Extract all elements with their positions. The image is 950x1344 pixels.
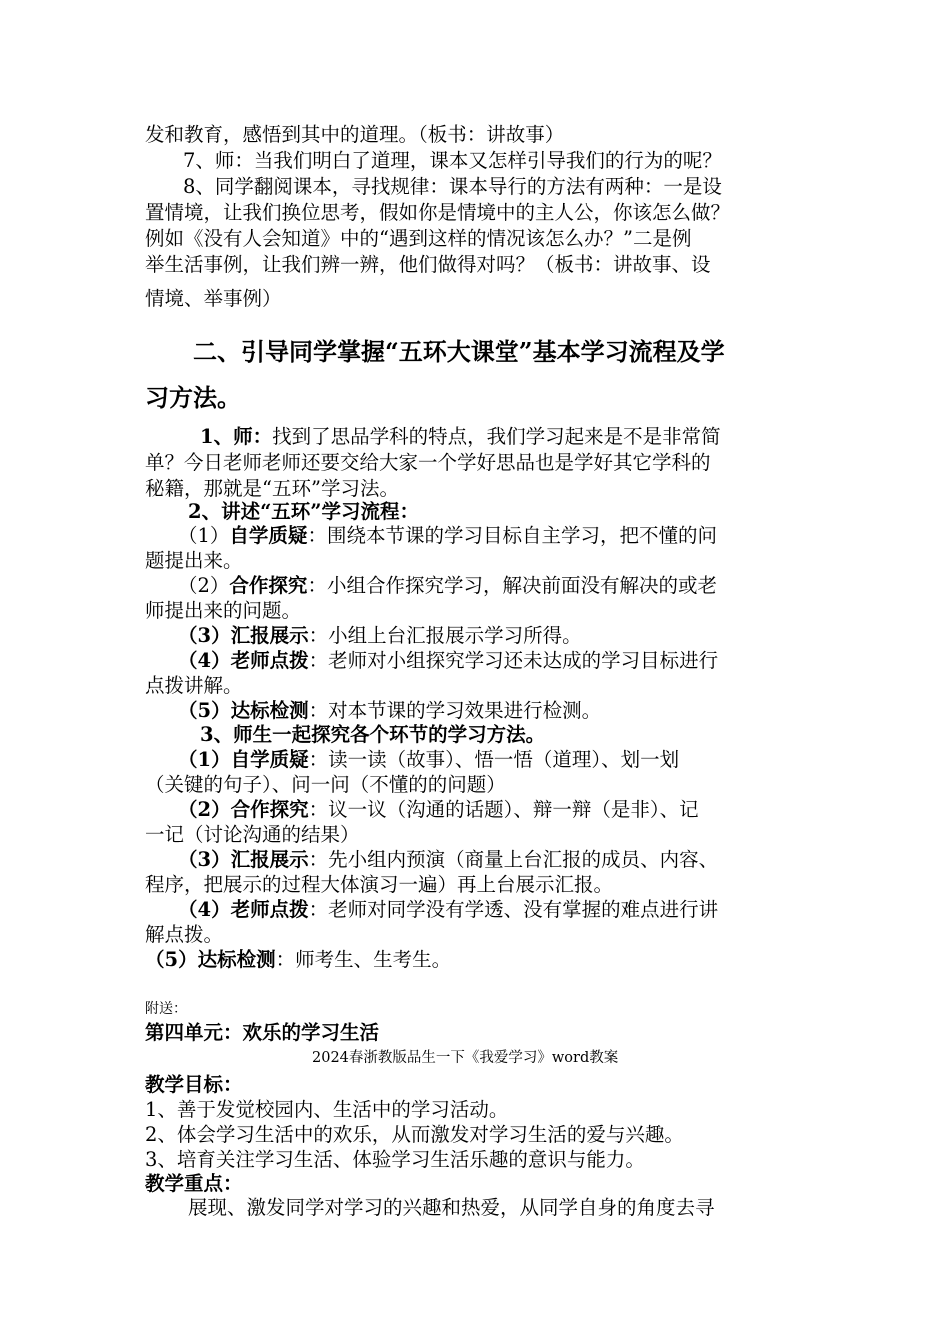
- method-item: [178, 897, 718, 923]
- item-text: 先小组内预演（商量上台汇报的成员、内容、: [328, 848, 719, 871]
- item-term: 达标检测: [197, 948, 276, 971]
- method-item-cont: 程序，把展示的过程大体演习一遍）再上台展示汇报。: [145, 873, 614, 896]
- item-text: 小组合作探究学习，解决前面没有解决的或老: [326, 574, 717, 597]
- focus-heading: 教学重点：: [145, 1172, 243, 1195]
- item-number: （4）: [178, 898, 231, 921]
- item-colon: ：: [275, 948, 296, 971]
- item-colon: ：: [308, 748, 329, 771]
- section-heading: 二、引导同学掌握“五环大课堂”基本学习流程及学: [193, 337, 725, 366]
- item-text: 老师对同学没有学透、没有掌握的难点进行讲: [328, 898, 719, 921]
- flow-item-cont: 点拨讲解。: [145, 674, 243, 697]
- goals-heading: 教学目标：: [145, 1073, 243, 1096]
- item-number: （2）: [178, 798, 231, 821]
- item-colon: ：: [308, 848, 329, 871]
- flow-item: [178, 698, 601, 724]
- goal-item: 3、培育关注学习生活、体验学习生活乐趣的意识与能力。: [145, 1148, 645, 1171]
- item-text: 对本节课的学习效果进行检测。: [328, 699, 602, 722]
- item-text: 老师对小组探究学习还未达成的学习目标进行: [328, 649, 719, 672]
- focus-text: 展现、激发同学对学习的兴趣和热爱，从同学自身的角度去寻: [188, 1196, 715, 1219]
- item-text: 师考生、生考生。: [295, 948, 452, 971]
- paragraph-line: 举生活事例，让我们辨一辨，他们做得对吗？（板书：讲故事、设: [145, 253, 711, 276]
- flow-item: [178, 523, 717, 549]
- method-item-cont: 解点拨。: [145, 923, 224, 946]
- method-item: [178, 847, 718, 873]
- paragraph-line: 秘籍，那就是“五环”学习法。: [145, 477, 399, 500]
- item-term: 老师点拨: [230, 898, 309, 921]
- item-colon: ：: [308, 699, 329, 722]
- flow-item-cont: 题提出来。: [145, 549, 243, 572]
- paragraph-line: [200, 424, 721, 450]
- method-item: [145, 947, 451, 973]
- item-text: 议一议（沟通的话题）、辩一辩（是非）、记: [328, 798, 699, 821]
- item-term: 达标检测: [230, 699, 309, 722]
- paragraph-line: 情境、举事例）: [145, 287, 282, 310]
- item-number: （1）: [178, 524, 230, 547]
- method-item-cont: 一记（讨论沟通的结果）: [145, 823, 360, 846]
- item-colon: ：: [308, 798, 329, 821]
- subheading: 3、师生一起探究各个环节的学习方法。: [200, 723, 546, 746]
- item-number: （5）: [145, 948, 198, 971]
- item-text: 读一读（故事）、悟一悟（道理）、划一划: [328, 748, 680, 771]
- item-text: 小组上台汇报展示学习所得。: [328, 624, 582, 647]
- document-title: 2024春浙教版品生一下《我爱学习》word教案: [312, 1050, 619, 1066]
- item-number: （1）: [178, 748, 231, 771]
- paragraph-line: 发和教育，感悟到其中的道理。（板书：讲故事）: [145, 123, 565, 146]
- paragraph-line: 8、同学翻阅课本，寻找规律：课本导行的方法有两种：一是设: [183, 175, 722, 198]
- item-term: 合作探究: [230, 798, 309, 821]
- subheading: 2、讲述“五环”学习流程：: [188, 500, 420, 523]
- flow-item: [178, 623, 582, 649]
- item-text: 围绕本节课的学习目标自主学习，把不懂的问: [326, 524, 717, 547]
- item-colon: ：: [308, 898, 329, 921]
- item-term: 合作探究: [229, 574, 308, 597]
- item-colon: ：: [308, 649, 329, 672]
- item-term: 自学质疑: [229, 524, 308, 547]
- method-item: [178, 797, 699, 823]
- paragraph-line: 单？今日老师老师还要交给大家一个学好思品也是学好其它学科的: [145, 451, 711, 474]
- paragraph-label: 1、师：: [200, 425, 273, 448]
- flow-item: [178, 573, 717, 599]
- item-term: 老师点拨: [230, 649, 309, 672]
- item-number: （3）: [178, 624, 231, 647]
- method-item: [178, 747, 679, 773]
- flow-item: [178, 648, 718, 674]
- paragraph-line: 7、师：当我们明白了道理，课本又怎样引导我们的行为的呢？: [183, 149, 722, 172]
- item-number: （4）: [178, 649, 231, 672]
- item-term: 汇报展示: [230, 848, 309, 871]
- unit-title: 第四单元：欢乐的学习生活: [145, 1021, 380, 1044]
- item-number: （2）: [178, 574, 230, 597]
- goal-item: 2、体会学习生活中的欢乐，从而激发对学习生活的爱与兴趣。: [145, 1123, 684, 1146]
- appendix-label: 附送：: [145, 1001, 187, 1017]
- method-item-cont: （关键的句子）、问一问（不懂的的问题）: [145, 773, 506, 796]
- item-colon: ：: [308, 624, 329, 647]
- section-heading-cont: 习方法。: [145, 383, 241, 412]
- paragraph-text: 找到了思品学科的特点，我们学习起来是不是非常简: [272, 425, 721, 448]
- paragraph-line: 例如《没有人会知道》中的“遇到这样的情况该怎么办？”二是例: [145, 227, 692, 250]
- flow-item-cont: 师提出来的问题。: [145, 599, 302, 622]
- item-term: 汇报展示: [230, 624, 309, 647]
- item-colon: ：: [307, 524, 327, 547]
- item-number: （3）: [178, 848, 231, 871]
- item-term: 自学质疑: [230, 748, 309, 771]
- goal-item: 1、善于发觉校园内、生活中的学习活动。: [145, 1098, 509, 1121]
- item-colon: ：: [307, 574, 327, 597]
- item-number: （5）: [178, 699, 231, 722]
- paragraph-line: 置情境，让我们换位思考，假如你是情境中的主人公，你该怎么做？: [145, 201, 731, 224]
